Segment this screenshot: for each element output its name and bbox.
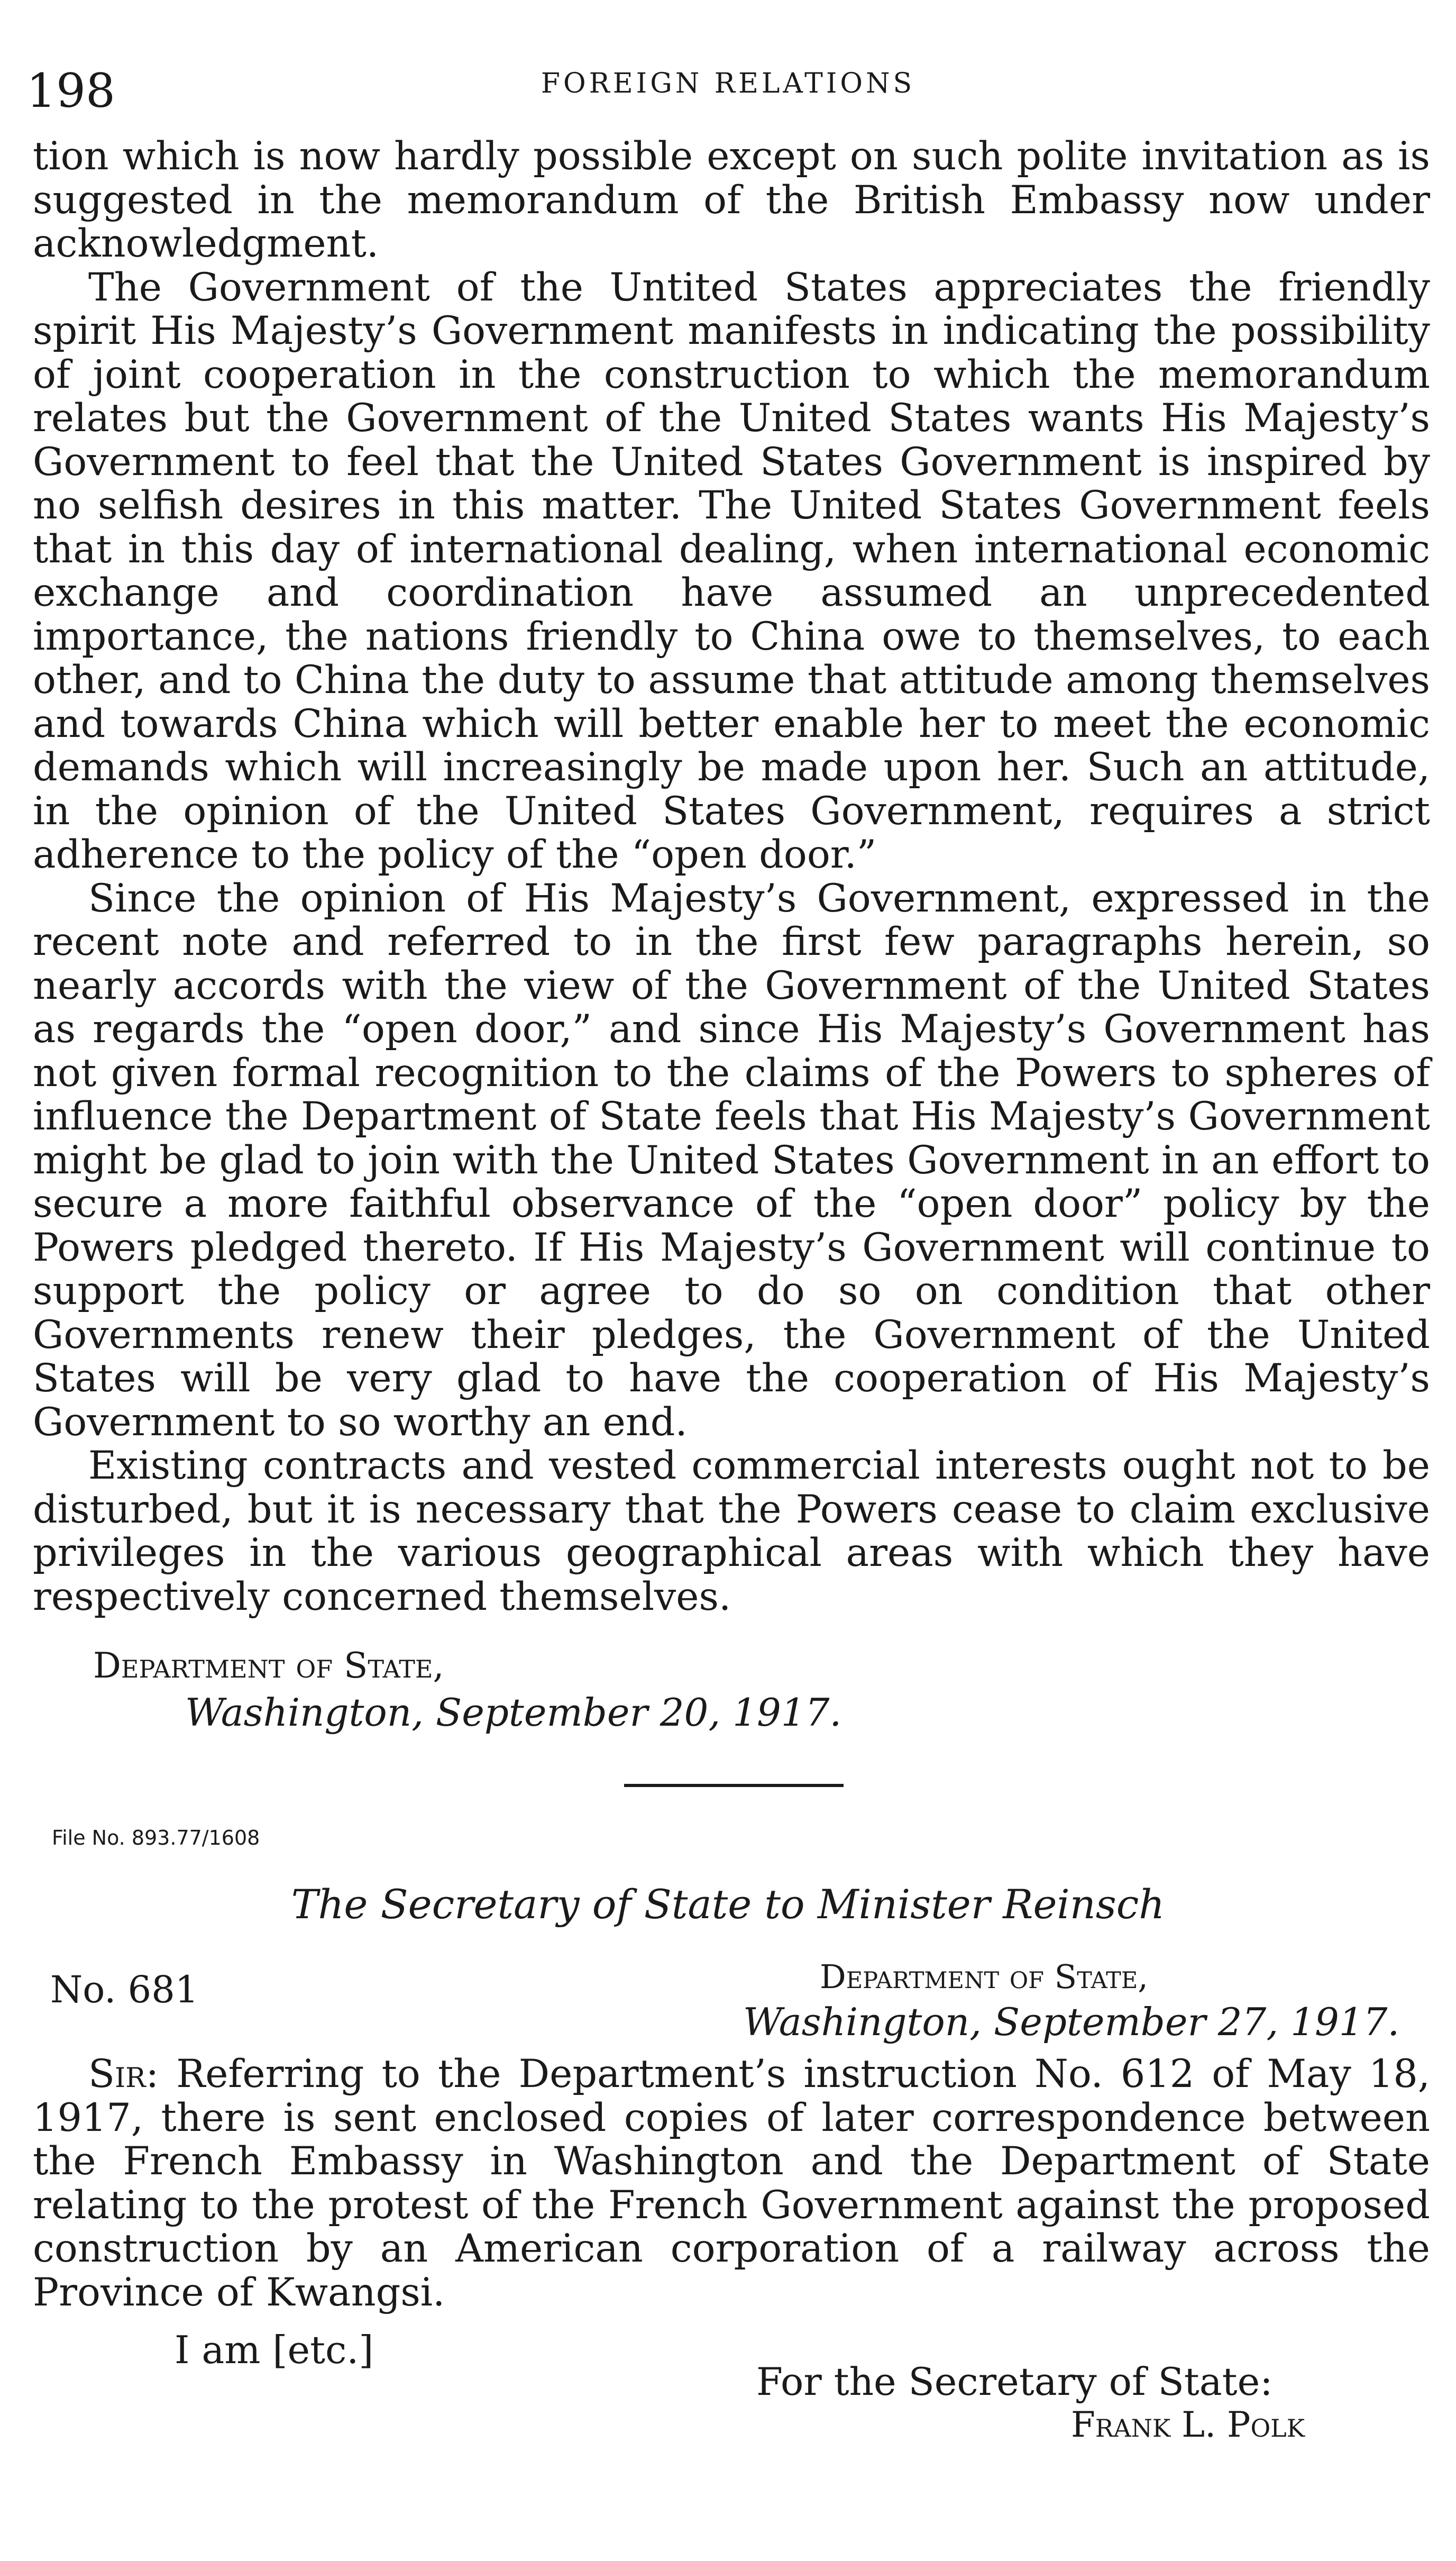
closing: I am [etc.] [175, 2328, 374, 2372]
paragraph: The Government of the Untited States appreciates the friendly spirit His Majesty’s Government manifests in indicating the possibility of joint cooperation in the construction to which the memorandum relates but the Government of the United States wants His Majesty’s Government to feel that the United States Government is inspired by no selfish desires in this matter. The United States Government feels that in this day of international dealing, when international economic exchange and coordination have assumed an unprecedented importance, the nations friendly to China owe to themselves, to each other, and to China the duty to assume that attitude among themselves and towards China which will better enable her to meet the economic demands which will increasingly be made upon her. Such an attitude, in the opinion of the United States Government, requires a strict adherence to the policy of the “open door.” [33, 265, 1430, 877]
signature-date: Washington, September 20, 1917. [185, 1690, 842, 1735]
letter-body [33, 2053, 1430, 2314]
running-title: FOREIGN RELATIONS [541, 68, 915, 99]
signature-department: Department of State, [93, 1645, 444, 1686]
paragraph [33, 2053, 1430, 2314]
paragraph: Existing contracts and vested commercial interests ought not to be disturbed, but it is necessary that the Powers cease to claim exclusive privileges in the various geographical areas with which they have respectively concerned themselves. [33, 1443, 1430, 1619]
document-subject: The Secretary of State to Minister Reinsch [291, 1881, 1165, 1928]
salutation: Sir [88, 2052, 146, 2097]
paragraph: Since the opinion of His Majesty’s Government, expressed in the recent note and referred to in the first few paragraphs herein, so nearly accords with the view of the Government of the United States as regards the “open door,” and since His Majesty’s Government has not given formal recognition to the claims of the Powers to spheres of influence the Department of State feels that His Majesty’s Government might be glad to join with the United States Government in an effort to secure a more faithful observance of the “open door” policy by the Powers pledged thereto. If His Majesty’s Government will continue to support the policy or agree to do so on condition that other Governments renew their pledges, the Government of the United States will be very glad to have the cooperation of His Majesty’s Government to so worthy an end. [33, 876, 1430, 1445]
file-number: File No. 893.77/1608 [52, 1826, 260, 1849]
memorandum-body [33, 135, 1430, 1619]
sender-department: Department of State, [820, 1957, 1148, 1996]
page-number: 198 [26, 63, 115, 118]
letter-text: : Referring to the Department’s instruction No. 612 of May 18, 1917, there is sent enclosed copies of later correspondence between the French Embassy in Washington and the Department of State relating to the protest of the French Government against the proposed construction by an American corporation of a railway across the Province of Kwangsi. [33, 2052, 1430, 2315]
paragraph: tion which is now hardly possible except on such polite invitation as is suggested in the memorandum of the British Embassy now under acknowledgment. [33, 134, 1430, 266]
instruction-number: No. 681 [50, 1968, 199, 2011]
sender-date: Washington, September 27, 1917. [743, 2000, 1400, 2044]
section-divider [624, 1784, 844, 1787]
for-line: For the Secretary of State: [756, 2359, 1273, 2404]
signer-name: Frank L. Polk [1071, 2404, 1305, 2445]
